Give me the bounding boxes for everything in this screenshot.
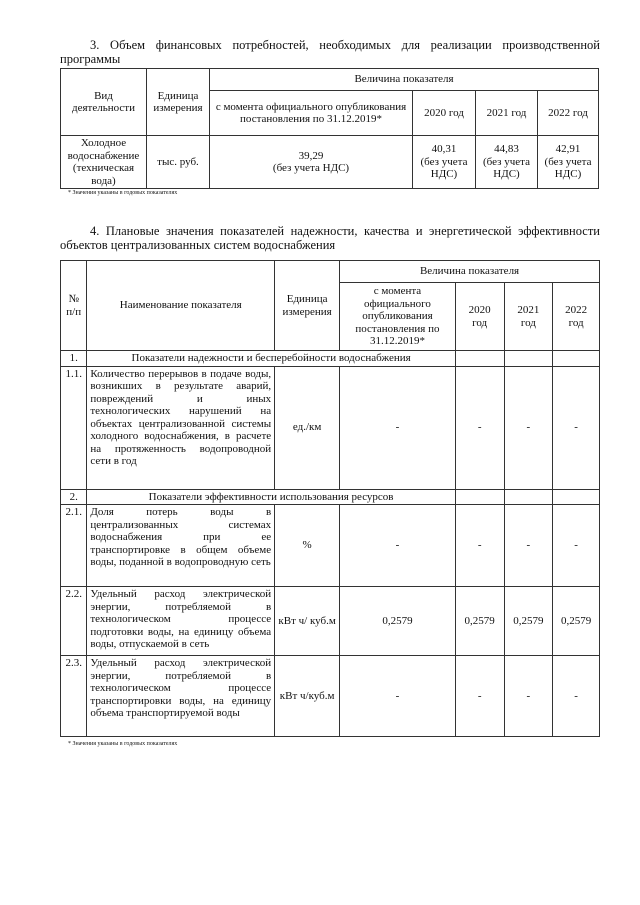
col-2022-header: 2022 год: [553, 283, 600, 351]
row-name: Удельный расход электрической энергии, потребляемой в технологическом процессе подготовки воды, на единицу объема воды, отпускаемой в сеть: [87, 587, 275, 656]
row-since: 0,2579: [340, 587, 456, 656]
row-unit: ед./км: [275, 366, 340, 489]
group-row: [61, 489, 600, 505]
col-unit-header: Единица измерения: [275, 261, 340, 351]
section4-footnote: * Значения указаны в годовых показателях: [68, 741, 178, 747]
row-since: -: [340, 366, 456, 489]
financial-needs-table: [60, 68, 599, 189]
table-row: [61, 656, 600, 737]
table-row: [61, 136, 599, 189]
col-since-header: с момента официального опубликования постановления по 31.12.2019*: [340, 283, 456, 351]
row-2022: -: [553, 505, 600, 587]
value-2022-cell: 42,91 (без учета НДС): [538, 136, 599, 189]
section3-heading: 3. Объем финансовых потребностей, необходимых для реализации производственной программы: [60, 38, 600, 66]
row-2021: -: [504, 505, 553, 587]
group-row: [61, 351, 600, 367]
col-unit-header: Единица измерения: [147, 69, 210, 136]
row-unit: кВт ч/ куб.м: [275, 587, 340, 656]
row-since: -: [340, 505, 456, 587]
activity-cell: Холодное водоснабжение (техническая вода): [61, 136, 147, 189]
group-title: Показатели эффективности использования ресурсов: [87, 489, 455, 505]
col-num-header: № п/п: [61, 261, 87, 351]
row-2021: 0,2579: [504, 587, 553, 656]
col-name-header: Наименование показателя: [87, 261, 275, 351]
col-since-header: с момента официального опубликования постановления по 31.12.2019*: [210, 91, 413, 136]
row-2020: -: [455, 366, 504, 489]
row-num: 1.1.: [61, 366, 87, 489]
group-num: 1.: [61, 351, 87, 367]
row-2022: 0,2579: [553, 587, 600, 656]
col-value-header: Величина показателя: [340, 261, 600, 283]
table-row: [61, 505, 600, 587]
value-2021-cell: 44,83 (без учета НДС): [476, 136, 538, 189]
row-since: -: [340, 656, 456, 737]
col-2021-header: 2021 год: [504, 283, 553, 351]
group-title: Показатели надежности и бесперебойности водоснабжения: [87, 351, 455, 367]
unit-cell: тыс. руб.: [147, 136, 210, 189]
col-2020-header: 2020 год: [455, 283, 504, 351]
row-num: 2.1.: [61, 505, 87, 587]
row-num: 2.3.: [61, 656, 87, 737]
row-2022: -: [553, 656, 600, 737]
indicators-table: [60, 260, 600, 737]
row-unit: %: [275, 505, 340, 587]
row-2020: 0,2579: [455, 587, 504, 656]
since-cell: 39,29 (без учета НДС): [210, 136, 413, 189]
row-2021: -: [504, 366, 553, 489]
row-2020: -: [455, 505, 504, 587]
section3-footnote: * Значения указаны в годовых показателях: [68, 190, 178, 196]
row-name: Удельный расход электрической энергии, потребляемой в технологическом процессе транспортировки воды, на единицу объема транспортируемой воды: [87, 656, 275, 737]
table-row: [61, 366, 600, 489]
row-num: 2.2.: [61, 587, 87, 656]
col-2020-header: 2020 год: [413, 91, 476, 136]
value-2020-cell: 40,31 (без учета НДС): [413, 136, 476, 189]
row-2022: -: [553, 366, 600, 489]
row-2021: -: [504, 656, 553, 737]
row-name: Количество перерывов в подаче воды, возникших в результате аварий, повреждений и иных технологических нарушений на объектах централизованной системы холодного водоснабжения, в расчете на протяженность водопроводной сети в год: [87, 366, 275, 489]
row-name: Доля потерь воды в централизованных системах водоснабжения при ее транспортировке в общем объеме воды, поданной в водопроводную сеть: [87, 505, 275, 587]
col-value-header: Величина показателя: [210, 69, 599, 91]
section4-heading: 4. Плановые значения показателей надежности, качества и энергетической эффективности объектов централизованных систем водоснабжения: [60, 224, 600, 252]
row-2020: -: [455, 656, 504, 737]
col-2021-header: 2021 год: [476, 91, 538, 136]
row-unit: кВт ч/куб.м: [275, 656, 340, 737]
col-activity-header: Вид деятельности: [61, 69, 147, 136]
col-2022-header: 2022 год: [538, 91, 599, 136]
table-row: [61, 587, 600, 656]
group-num: 2.: [61, 489, 87, 505]
